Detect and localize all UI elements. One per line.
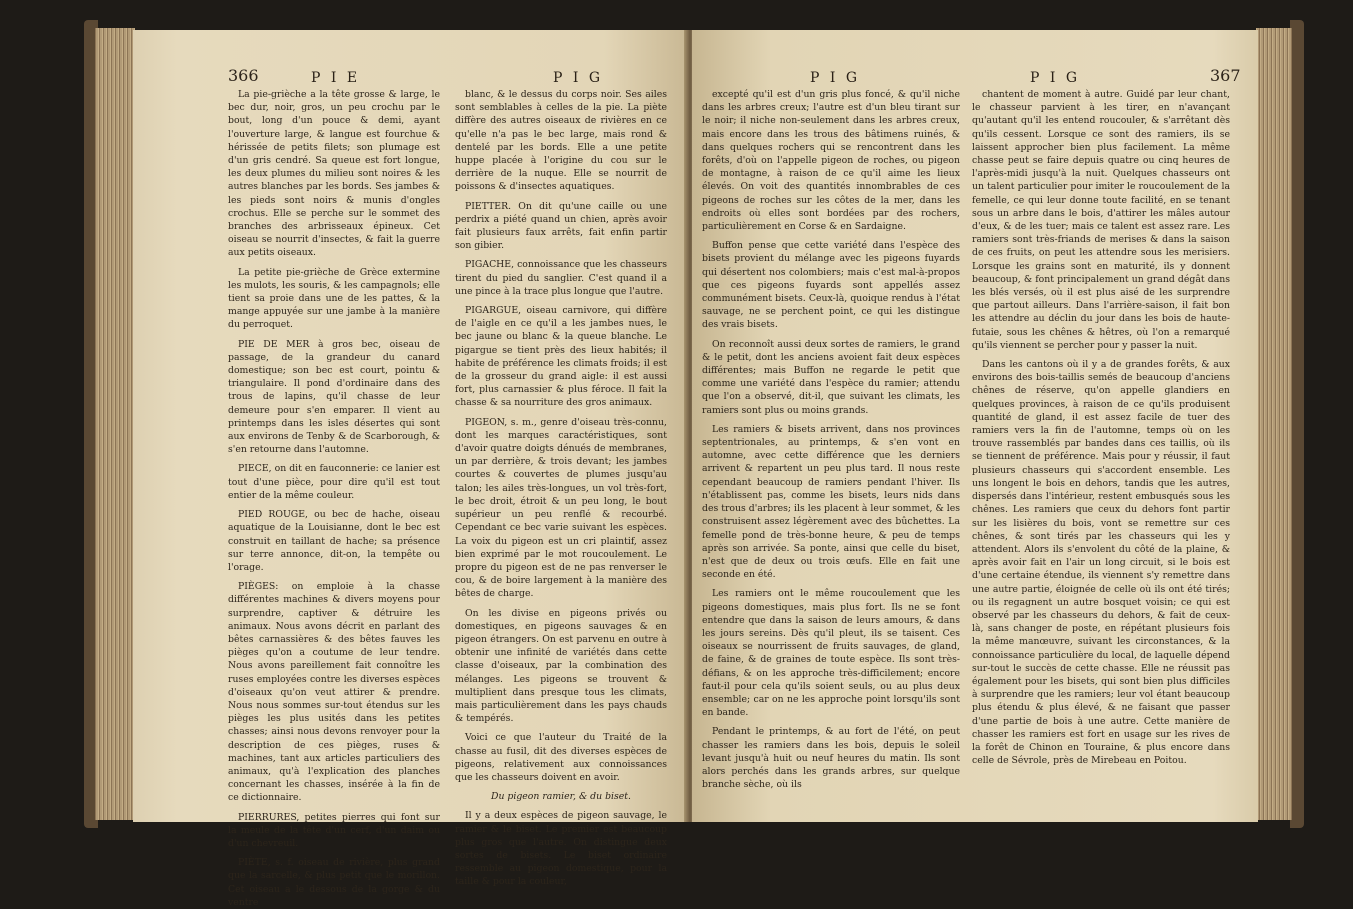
paragraph: excepté qu'il est d'un gris plus foncé, & qu'il niche dans les arbres creux; l'autre est d'un bleu tirant sur le noir; il niche non-seulement dans les arbres creux, mais encore dans les trous des bâtimens ruinés, & dans quelques rochers qui se rencontrent dans les forêts, d'où on l'appelle pigeon de roches, ou pigeon de montagne, à raison de ce qu'il aime les lieux élevés. On voit des quantités innombrables de ces pigeons de roches sur les côtes de la mer, dans les endroits où elles sont bordées par des rochers, particulièrement en Corse & en Sardaigne. [702, 89, 960, 233]
paragraph: Voici ce que l'auteur du Traité de la chasse au fusil, dit des diverses espèces de pigeons, relativement aux connoissances que les chasseurs doivent en avoir. [455, 732, 667, 783]
paragraph: PIED ROUGE, ou bec de hache, oiseau aquatique de la Louisianne, dont le bec est construit en taillant de hache; sa présence sur terre annonce, dit-on, la tempête ou l'orage. [228, 509, 440, 573]
running-head-right-2: P I G [1030, 70, 1081, 86]
left-page-column-2 [455, 88, 667, 888]
paragraph: On reconnoît aussi deux sortes de ramiers, le grand & le petit, dont les anciens avoient fait deux espèces différentes; mais Buffon ne regarde le petit que comme une variété dans l'espèce du ramier; attendu que l'on a observé, dit-il, que suivant les climats, les ramiers sont plus ou moins grands. [702, 338, 960, 416]
paragraph: La petite pie-grièche de Grèce extermine les mulots, les souris, & les campagnols; elle tient sa proie dans une de les pattes, & la mange appuyée sur une jambe à la manière du perroquet. [228, 266, 440, 331]
section-subtitle: Du pigeon ramier, & du biset. [491, 791, 631, 803]
paragraph: PIÈTE, s. f. oiseau de rivière, plus grand que la sarcelle, & plus petit que le morillon. Cet oiseau a le dessous de la gorge & du ventre [228, 857, 440, 908]
left-page [133, 30, 687, 908]
running-head-right-1: P I G [810, 70, 861, 86]
paragraph: PIETTER. On dit qu'une caille ou une perdrix a piété quand un chien, après avoir fait plusieurs faux arrêts, fait enfin partir son gibier. [455, 200, 667, 252]
paragraph: PIGARGUE, oiseau carnivore, qui diffère de l'aigle en ce qu'il a les jambes nues, le bec jaune ou blanc & la queue blanche. Le pigargue se tient près des lieux habités; il habite de préférence les climats froids; il est de la grosseur du grand aigle: il est aussi fort, plus carnassier & plus féroce. Il fait la chasse & sa nourriture des gros animaux. [455, 305, 667, 409]
paragraph: Les ramiers ont le même roucoulement que les pigeons domestiques, mais plus fort. Ils ne se font entendre que dans la saison de leurs amours, & dans les jours sereins. Dès qu'il pleut, ils se taisent. Ces oiseaux se nourrissent de fruits sauvages, de gland, de faine, & de graines de toute espèce. Ils sont très-défians, & on les approche très-difficilement; encore faut-il pour cela qu'ils soient seuls, ou au plus deux ensemble; car on ne les approche point lorsqu'ils sont en bande. [702, 588, 960, 719]
paragraph: Les ramiers & bisets arrivent, dans nos provinces septentrionales, au printemps, & s'en vont en automne, avec cette différence que les derniers arrivent & repartent un peu plus tard. Il nous reste cependant beaucoup de ramiers pendant l'hiver. Ils n'établissent pas, comme les bisets, leurs nids dans des trous d'arbres; ils les placent à leur sommet, & les construisent assez légèrement avec des bûchettes. La femelle pond de très-bonne heure, & peu de temps après son arrivée. Sa ponte, ainsi que celle du biset, n'est que de deux ou trois œufs. Elle en fait une seconde en été. [702, 423, 960, 581]
paragraph: Pendant le printemps, & au fort de l'été, on peut chasser les ramiers dans les bois, depuis le soleil levant jusqu'à huit ou neuf heures du matin. Ils sont alors perchés dans les grands arbres, sur quelque branche sèche, où ils [702, 726, 960, 791]
paragraph: PIERRURES, petites pierres qui font sur la meule de la tête d'un cerf, d'un daim ou d'un chevreuil. [228, 811, 440, 849]
page-number-left: 366 [228, 66, 259, 85]
paragraph: PIECE, on dit en fauconnerie: ce lanier est tout d'une pièce, pour dire qu'il est tout entier de la même couleur. [228, 463, 440, 501]
page-edges-left [95, 28, 135, 820]
paragraph: La pie-grièche a la tête grosse & large, le bec dur, noir, gros, un peu crochu par le bout, long d'un pouce & demi, ayant l'ouverture large, & langue est fourchue & hérissée de petits filets; son plumage est d'un gris cendré. Sa queue est fort longue, les deux plumes du milieu sont noires & les autres blanches par les bords. Ses jambes & les pieds sont noirs & munis d'ongles crochus. Elle se perche sur le sommet des branches des arbrisseaux épineux. Cet oiseau se nourrit d'insectes, & fait la guerre aux petits oiseaux. [228, 89, 440, 259]
paragraph: PIGACHE, connoissance que les chasseurs tirent du pied du sanglier. C'est quand il a une pince à la trace plus longue que l'autre. [455, 259, 667, 297]
running-head-left-2: P I G [553, 70, 604, 86]
page-edges-right [1256, 28, 1292, 820]
paragraph: PIGEON, s. m., genre d'oiseau très-connu, dont les marques caractéristiques, sont d'avoir quatre doigts dénués de membranes, un par derrière, & trois devant; les jambes courtes & couvertes de plumes jusqu'au talon; les ailes très-longues, un vol très-fort, le bec droit, étroit & un peu long, le bout supérieur un peu renflé & recourbé. Cependant ce bec varie suivant les espèces. La voix du pigeon est un cri plaintif, assez bien exprimé par le mot roucoulement. Le propre du pigeon est de ne pas renverser le cou, & de boire largement à la manière des bêtes de charge. [455, 416, 667, 600]
paragraph: Dans les cantons où il y a de grandes forêts, & aux environs des bois-taillis semés de beaucoup d'anciens chênes de réserve, qu'on appelle glandiers en quelques provinces, à raison de ce qu'ils produisent quantité de gland, il est assez facile de tuer des ramiers vers la fin de l'automne, temps où on les trouve rassemblés par bandes dans ces taillis, où ils se tiennent de préférence. Mais pour y réussir, il faut plusieurs chasseurs qui s'accordent ensemble. Les uns longent le bois en dehors, tandis que les autres, dispersés dans l'intérieur, restent embusqués sous les chênes. Les ramiers que ceux du dehors font partir sur les lisières du bois, vont se remettre sur ces chênes, & sont tirés par les chasseurs qui les y attendent. Alors ils s'envolent du côté de la plaine, & après avoir fait en l'air un long circuit, si le bois est d'une certaine étendue, ils viennent s'y remettre dans une autre partie, éloignée de celle où ils ont été tirés; ou ils regagnent un autre bosquet voisin; ce qui est observé par les chasseurs du dehors, & fait de ceux-là, sans changer de poste, en répétant plusieurs fois la même manœuvre, suivant les circonstances, & la connoissance particulière du local, de laquelle dépend sur-tout le succès de cette chasse. Elle ne réussit pas également pour les bisets, qui sont bien plus difficiles à surprendre que les ramiers; leur vol étant beaucoup plus étendu & plus élevé, & ne faisant que passer d'une partie de bois à une autre. Cette manière de chasser les ramiers est fort en usage sur les rives de la forêt de Chinon en Touraine, & plus encore dans celle de Sévrole, près de Mirebeau en Poitou. [972, 359, 1230, 767]
right-page [692, 30, 1258, 822]
paragraph: Buffon pense que cette variété dans l'espèce des bisets provient du mélange avec les pigeons fuyards qui désertent nos colombiers; mais c'est mal-à-propos que ces pigeons fuyards sont appellés assez communément bisets. Ceux-là, quoique rendus à l'état sauvage, ne se perchent point, ce qui les distingue des vrais bisets. [702, 240, 960, 331]
left-page-column-1 [228, 88, 440, 908]
page-number-right: 367 [1210, 66, 1241, 85]
right-page-column-2 [972, 88, 1230, 808]
paragraph: On les divise en pigeons privés ou domestiques, en pigeons sauvages & en pigeon étrangers. On est parvenu en outre à obtenir une infinité de variétés dans cette classe d'oiseaux, par la combination des mélanges. Les pigeons se trouvent & multiplient dans presque tous les climats, mais particulièrement dans les pays chauds & tempérés. [455, 607, 667, 725]
paragraph: PIÈGES: on emploie à la chasse différentes machines & divers moyens pour surprendre, captiver & détruire les animaux. Nous avons décrit en parlant des bêtes carnassières & des bêtes fauves les pièges qu'on a coutume de leur tendre. Nous avons pareillement fait connoître les ruses employées contre les diverses espèces d'oiseaux qu'on veut attirer & prendre. Nous nous sommes sur-tout étendus sur les pièges les plus usités dans les petites chasses; ainsi nous devons renvoyer pour la description de ces pièges, ruses & machines, tant aux articles particuliers des animaux, qu'à l'explication des planches concernant les chasses, insérée à la fin de ce dictionnaire. [228, 581, 440, 804]
paragraph: chantent de moment à autre. Guidé par leur chant, le chasseur parvient à les tirer, en n'avançant qu'autant qu'il les entend roucouler, & s'arrêtant dès qu'ils cessent. Lorsque ce sont des ramiers, ils se laissent approcher bien plus facilement. La même chasse peut se faire depuis quatre ou cinq heures de l'après-midi jusqu'à la nuit. Quelques chasseurs ont un talent particulier pour imiter le roucoulement de la femelle, ce qui leur donne toute facilité, en se tenant sous un arbre dans le bois, d'attirer les mâles autour d'eux, & de les tuer; mais ce talent est assez rare. Les ramiers sont très-friands de merises & dans la saison de ces fruits, on peut les attendre sous les merisiers. Lorsque les grains sont en maturité, ils y donnent beaucoup, & font principalement un grand dégât dans les blés versés, où il est plus aisé de les surprendre que partout ailleurs. Dans l'arrière-saison, il fait bon les attendre au déclin du jour dans les bois de haute-futaie, sous les chênes & hêtres, où l'on a remarqué qu'ils viennent se percher pour y passer la nuit. [972, 89, 1230, 351]
running-head-left-1: P I E [311, 70, 361, 86]
paragraph: blanc, & le dessus du corps noir. Ses ailes sont semblables à celles de la pie. La piète diffère des autres oiseaux de rivières en ce qu'elle n'a pas le bec large, mais rond & dentelé par les bords. Elle a une petite huppe placée à l'origine du cou sur le derrière de la nuque. Elle se nourrit de poissons & d'insectes aquatiques. [455, 89, 667, 193]
paragraph: Il y a deux espèces de pigeon sauvage, le ramier & le biset. Le premier est beaucoup plus gros que l'autre. On distingue deux sortes de bisets. Le biset ordinaire ressemble au pigeon domestique, pour la taille & pour la couleur, [455, 810, 667, 888]
paragraph: PIE DE MER à gros bec, oiseau de passage, de la grandeur du canard domestique; son bec est court, pointu & triangulaire. Il pond d'ordinaire dans des trous de lapins, qu'il chasse de leur demeure pour s'en emparer. Il vient au printemps dans les isles désertes qui sont aux environs de Tenby & de Scarborough, & s'en retourne dans l'automne. [228, 338, 440, 456]
right-page-column-1 [702, 88, 960, 808]
book-cover-right [1290, 20, 1304, 828]
